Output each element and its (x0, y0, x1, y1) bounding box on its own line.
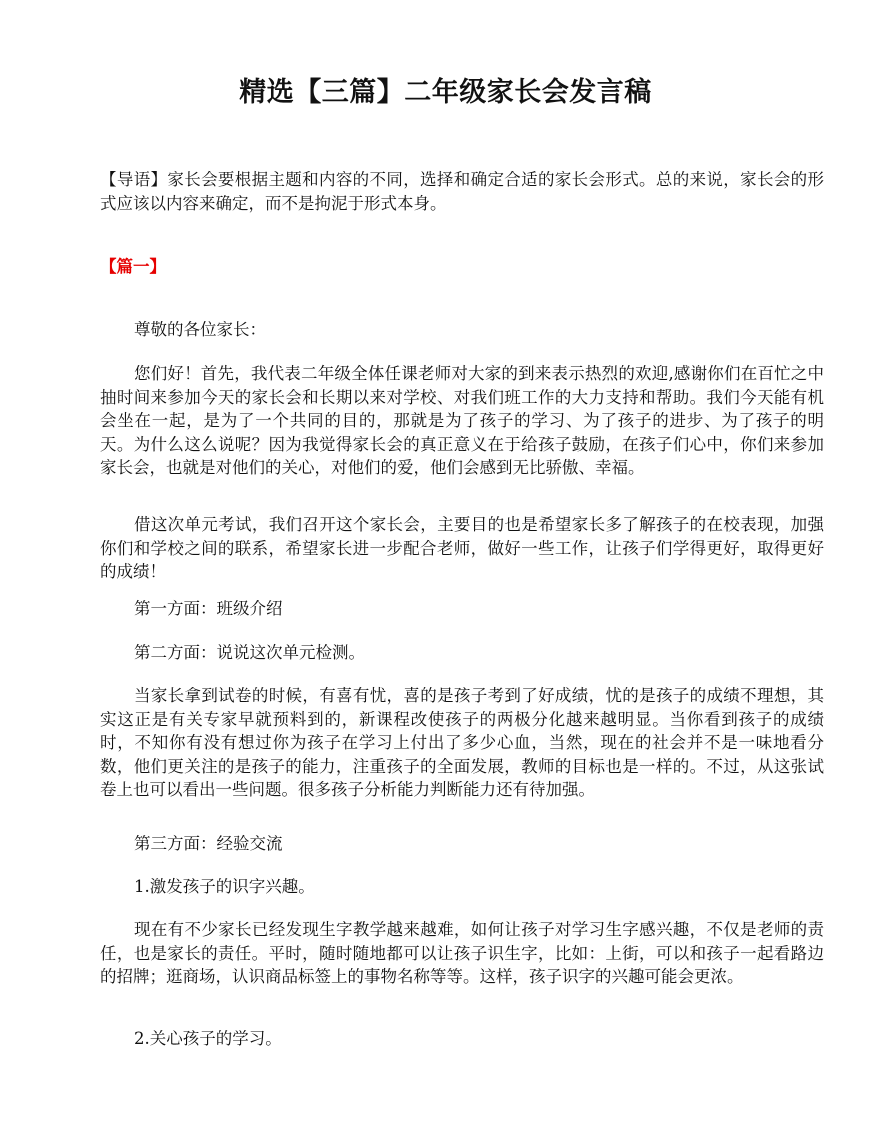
salutation-paragraph: 尊敬的各位家长： (134, 320, 266, 339)
section-item: 第三方面：经验交流 (134, 834, 283, 853)
document-title: 精选【三篇】二年级家长会发言稿 (239, 77, 652, 108)
body-paragraph: 现在有不少家长已经发现生字教学越来越难，如何让孩子对学习生字感兴趣，不仅是老师的责任，也是家长的责任。平时，随时随地都可以让孩子识生字，比如：上街，可以和孩子一起看路边的招牌；逛商场，认识商品标签上的事物名称等等。这样，孩子识字的兴趣可能会更浓。 (100, 920, 824, 986)
intro-paragraph: 【导语】家长会要根据主题和内容的不同，选择和确定合适的家长会形式。总的来说，家长会的形式应该以内容来确定，而不是拘泥于形式本身。 (100, 170, 824, 213)
list-item: 1.激发孩子的识字兴趣。 (134, 877, 315, 896)
body-paragraph: 当家长拿到试卷的时候，有喜有忧，喜的是孩子考到了好成绩，忧的是孩子的成绩不理想，其实这正是有关专家早就预料到的，新课程改使孩子的两极分化越来越明显。当你看到孩子的成绩时，不知你有没有想过你为孩子在学习上付出了多少心血，当然，现在的社会并不是一味地看分数，他们更关注的是孩子的能力，注重孩子的全面发展，教师的目标也是一样的。不过，从这张试卷上也可以看出一些问题。很多孩子分析能力判断能力还有待加强。 (100, 686, 824, 799)
section-item: 第一方面：班级介绍 (134, 599, 283, 618)
section-item: 第二方面：说说这次单元检测。 (134, 643, 365, 662)
body-paragraph: 您们好！首先，我代表二年级全体任课老师对大家的到来表示热烈的欢迎,感谢你们在百忙之中抽时间来参加今天的家长会和长期以来对学校、对我们班工作的大力支持和帮助。我们今天能有机会坐在一起，是为了一个共同的目的，那就是为了孩子的学习、为了孩子的进步、为了孩子的明天。为什么这么说呢？因为我觉得家长会的真正意义在于给孩子鼓励，在孩子们心中，你们来参加家长会，也就是对他们的关心，对他们的爱，他们会感到无比骄傲、幸福。 (100, 364, 824, 477)
list-item: 2.关心孩子的学习。 (134, 1029, 282, 1048)
body-paragraph: 借这次单元考试，我们召开这个家长会，主要目的也是希望家长多了解孩子的在校表现，加强你们和学校之间的联系，希望家长进一步配合老师，做好一些工作，让孩子们学得更好，取得更好的成绩！ (100, 515, 824, 581)
section-heading: 【篇一】 (100, 257, 166, 276)
